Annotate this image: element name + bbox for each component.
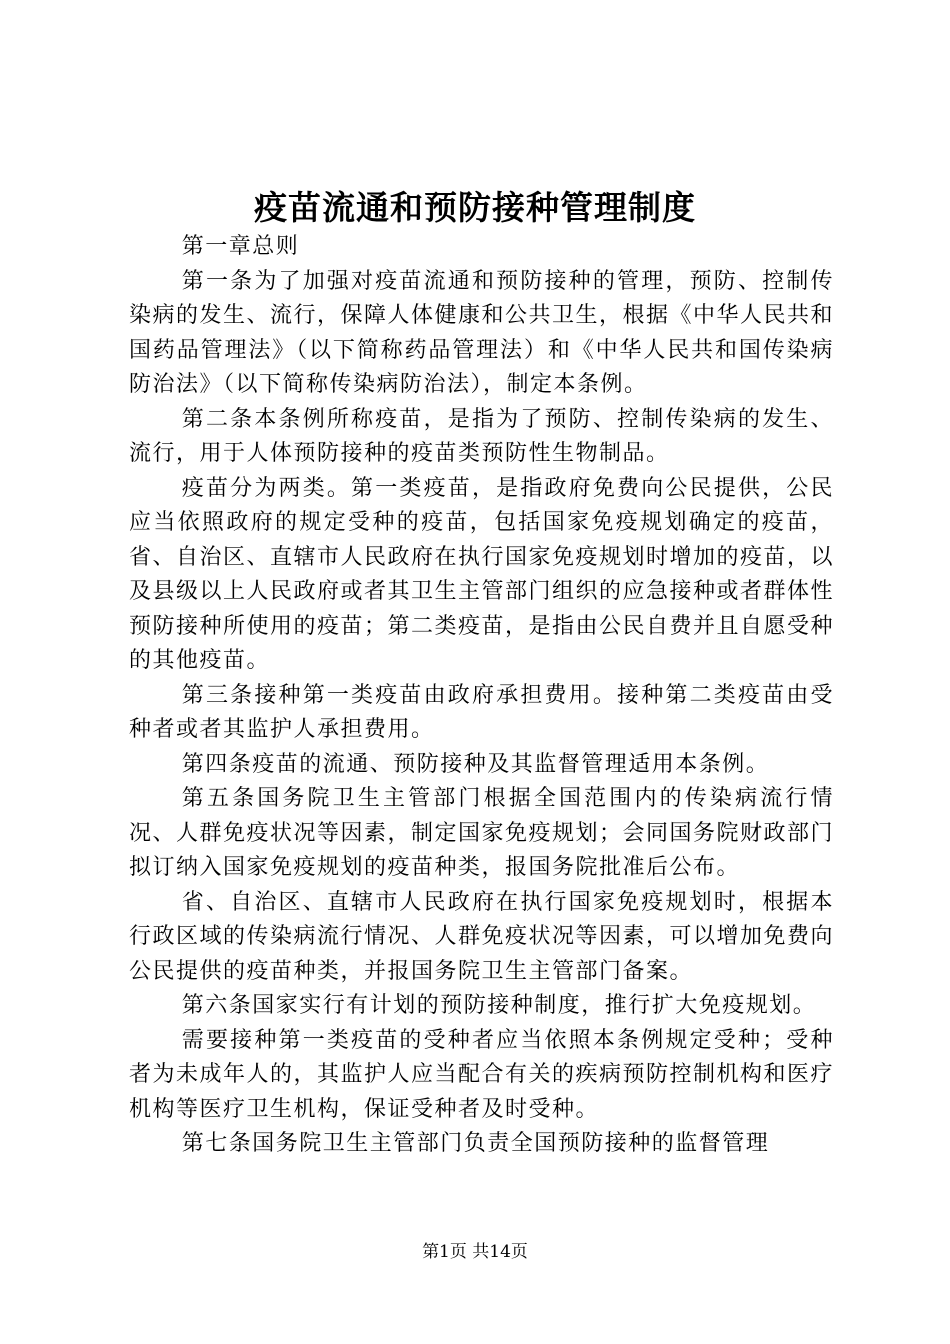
guardian-duty-paragraph: 需要接种第一类疫苗的受种者应当依照本条例规定受种；受种者为未成年人的，其监护人应当配合有关的疾病预防控制机构和医疗机构等医疗卫生机构，保证受种者及时受种。: [129, 1027, 835, 1122]
article-4-paragraph: 第四条疫苗的流通、预防接种及其监督管理适用本条例。: [181, 751, 770, 777]
document-body: [129, 230, 834, 1162]
article-6-paragraph: 第六条国家实行有计划的预防接种制度，推行扩大免疫规划。: [181, 993, 817, 1018]
article-1-paragraph: 第一条为了加强对疫苗流通和预防接种的管理，预防、控制传染病的发生、流行，保障人体健康和公共卫生，根据《中华人民共和国药品管理法》（以下简称药品管理法）和《中华人民共和国传染病防治法》（以下简称传染病防治法），制定本条例。: [129, 268, 835, 397]
provincial-plan-paragraph: 省、自治区、直辖市人民政府在执行国家免疫规划时，根据本行政区域的传染病流行情况、人群免疫状况等因素，可以增加免费向公民提供的疫苗种类，并报国务院卫生主管部门备案。: [129, 889, 835, 984]
article-5-paragraph: 第五条国务院卫生主管部门根据全国范围内的传染病流行情况、人群免疫状况等因素，制定国家免疫规划；会同国务院财政部门拟订纳入国家免疫规划的疫苗种类，报国务院批准后公布。: [129, 786, 835, 880]
page-footer: 第1页 共14页: [422, 1242, 528, 1262]
vaccine-categories-paragraph: 疫苗分为两类。第一类疫苗，是指政府免费向公民提供，公民应当依照政府的规定受种的疫苗，包括国家免疫规划确定的疫苗，省、自治区、直辖市人民政府在执行国家免疫规划时增加的疫苗，以及县级以上人民政府或者其卫生主管部门组织的应急接种或者群体性预防接种所使用的疫苗；第二类疫苗，是指由公民自费并且自愿受种的其他疫苗。: [129, 475, 835, 673]
article-2-paragraph: 第二条本条例所称疫苗，是指为了预防、控制传染病的发生、流行，用于人体预防接种的疫苗类预防性生物制品。: [129, 406, 834, 466]
document-title: 疫苗流通和预防接种管理制度: [254, 188, 696, 227]
article-7-paragraph: 第七条国务院卫生主管部门负责全国预防接种的监督管理: [181, 1131, 770, 1156]
chapter-heading: 第一章总则: [181, 234, 300, 259]
article-3-paragraph: 第三条接种第一类疫苗由政府承担费用。接种第二类疫苗由受种者或者其监护人承担费用。: [129, 682, 834, 742]
